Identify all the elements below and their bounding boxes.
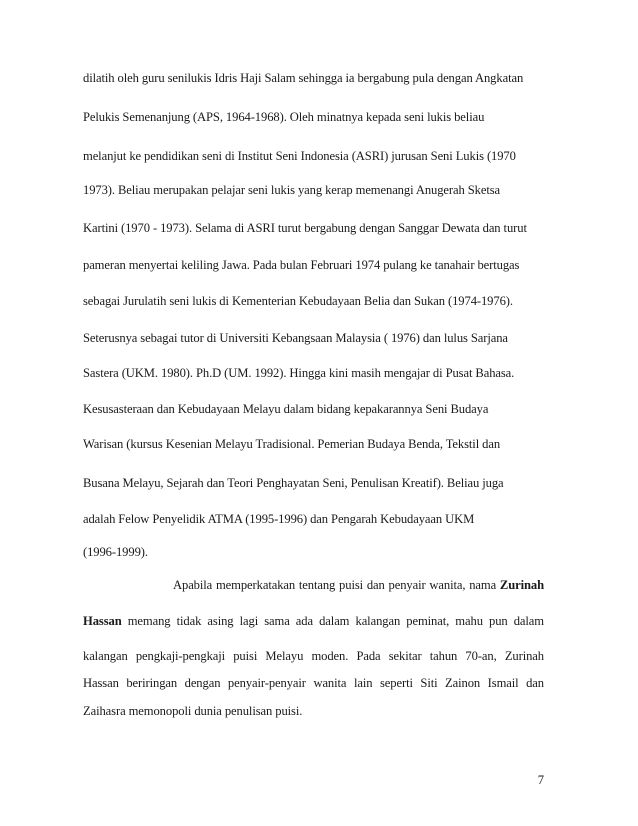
paragraph1-line-7: sebagai Jurulatih seni lukis di Kementerian Kebudayaan Belia dan Sukan (1974-1976). (83, 294, 513, 308)
paragraph1-line-1: dilatih oleh guru senilukis Idris Haji Salam sehingga ia bergabung pula dengan Angkatan (83, 71, 524, 85)
paragraph2-line-5: Zaihasra memonopoli dunia penulisan puisi. (83, 704, 303, 718)
paragraph1-line-11: Warisan (kursus Kesenian Melayu Tradisional. Pemerian Budaya Benda, Tekstil dan (83, 437, 501, 451)
page-number: 7 (537, 773, 544, 787)
paragraph2-line-1 (173, 577, 544, 593)
paragraph2-line-2 (83, 613, 544, 629)
paragraph1-line-3: melanjut ke pendidikan seni di Institut Seni Indonesia (ASRI) jurusan Seni Lukis (1970 (83, 149, 516, 163)
paragraph1-line-6: pameran menyertai keliling Jawa. Pada bulan Februari 1974 pulang ke tanahair bertugas (83, 258, 520, 272)
paragraph1-line-5: Kartini (1970 - 1973). Selama di ASRI turut bergabung dengan Sanggar Dewata dan turut (83, 221, 527, 235)
paragraph1-line-4: 1973). Beliau merupakan pelajar seni lukis yang kerap memenangi Anugerah Sketsa (83, 183, 501, 197)
author-name-bold: Zurinah (499, 578, 544, 592)
paragraph2-line-1-text: Apabila memperkatakan tentang puisi dan penyair wanita, nama (173, 578, 500, 592)
paragraph1-line-10: Kesusasteraan dan Kebudayaan Melayu dalam bidang kepakarannya Seni Budaya (83, 402, 489, 416)
paragraph1-line-14: (1996-1999). (83, 545, 148, 559)
author-surname-bold: Hassan (83, 614, 122, 628)
paragraph1-line-9: Sastera (UKM. 1980). Ph.D (UM. 1992). Hingga kini masih mengajar di Pusat Bahasa. (83, 366, 515, 380)
paragraph1-line-2: Pelukis Semenanjung (APS, 1964-1968). Oleh minatnya kepada seni lukis beliau (83, 110, 485, 124)
paragraph2-line-2-text: memang tidak asing lagi sama ada dalam kalangan peminat, mahu pun dalam (121, 614, 544, 628)
paragraph1-line-8: Seterusnya sebagai tutor di Universiti Kebangsaan Malaysia ( 1976) dan lulus Sarjana (83, 331, 508, 345)
paragraph2-line-4: Hassan beriringan dengan penyair-penyair wanita lain seperti Siti Zainon Ismail dan (83, 676, 544, 690)
paragraph1-line-13: adalah Felow Penyelidik ATMA (1995-1996) dan Pengarah Kebudayaan UKM (83, 512, 475, 526)
paragraph2-line-3: kalangan pengkaji-pengkaji puisi Melayu moden. Pada sekitar tahun 70-an, Zurinah (83, 649, 544, 663)
paragraph1-line-12: Busana Melayu, Sejarah dan Teori Penghayatan Seni, Penulisan Kreatif). Beliau juga (83, 476, 504, 490)
